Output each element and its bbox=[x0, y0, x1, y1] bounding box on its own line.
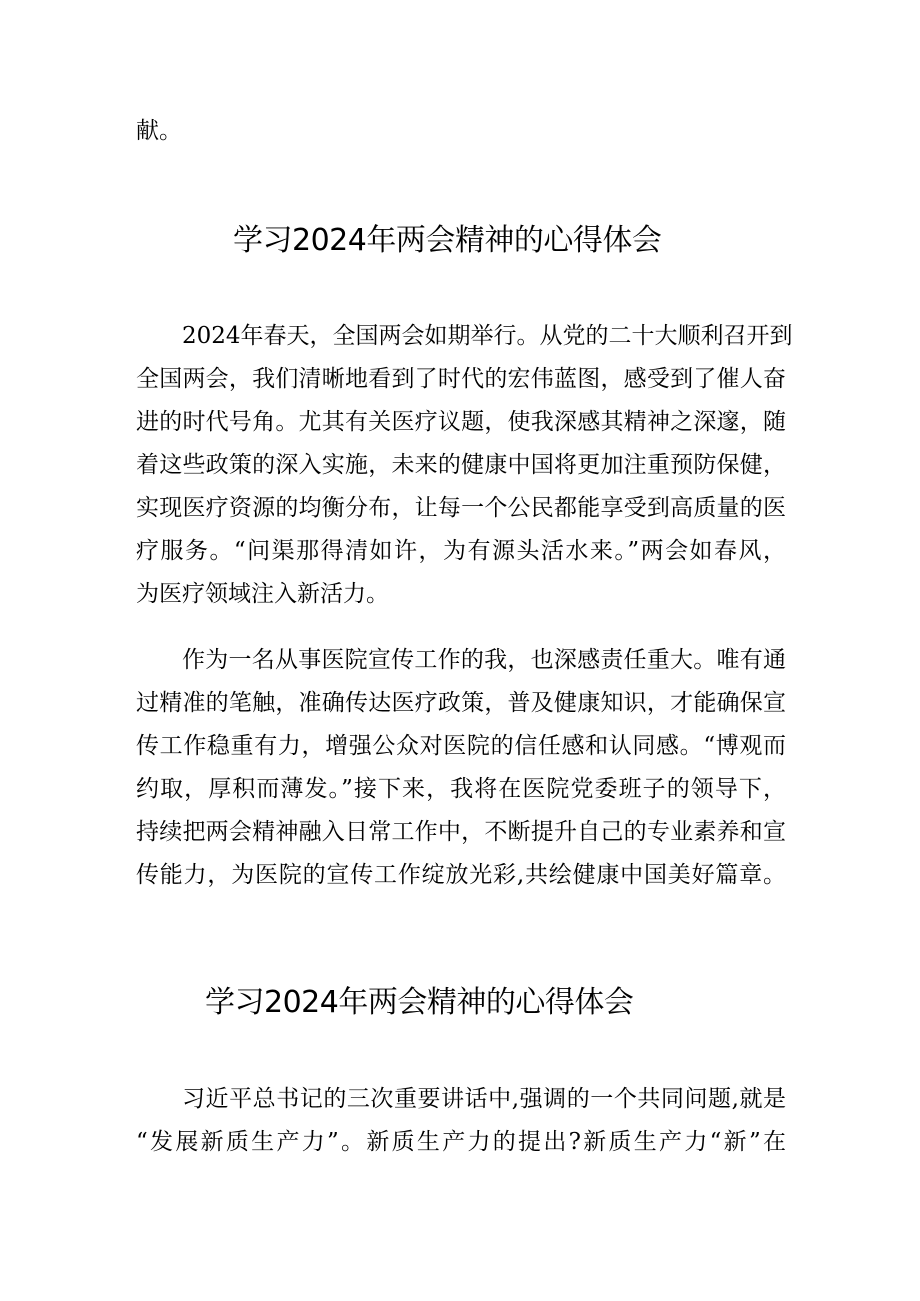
section-2-title: 学习2024年两会精神的心得体会 bbox=[205, 985, 634, 1020]
s1-p1-line-6: 疗服务。“问渠那得清如许，为有源头活水来。”两会如春风， bbox=[136, 538, 786, 564]
s1-p2-line-1: 作为一名从事医院宣传工作的我，也深感责任重大。唯有通 bbox=[182, 647, 786, 673]
s1-p1-line-2: 全国两会，我们清晰地看到了时代的宏伟蓝图，感受到了催人奋 bbox=[136, 366, 786, 392]
s1-p2-line-4: 约取，厚积而薄发。”接下来，我将在医院党委班子的领导下， bbox=[136, 776, 786, 802]
s1-p1-line-5: 实现医疗资源的均衡分布，让每一个公民都能享受到高质量的医 bbox=[136, 495, 786, 521]
s1-p1-line-7: 为医疗领域注入新活力。 bbox=[136, 581, 389, 607]
s2-p1-line-2: “发展新质生产力”。新质生产力的提出?新质生产力“新”在 bbox=[136, 1129, 786, 1155]
s1-p1-line-1: 2024年春天，全国两会如期举行。从党的二十大顺利召开到 bbox=[182, 323, 793, 349]
section-1-title: 学习2024年两会精神的心得体会 bbox=[233, 223, 662, 258]
s2-p1-line-1: 习近平总书记的三次重要讲话中,强调的一个共同问题,就是 bbox=[182, 1086, 786, 1112]
previous-paragraph-tail: 献。 bbox=[136, 118, 182, 144]
s1-p2-line-5: 持续把两会精神融入日常工作中，不断提升自己的专业素养和宣 bbox=[136, 819, 786, 845]
s1-p2-line-3: 传工作稳重有力，增强公众对医院的信任感和认同感。“博观而 bbox=[136, 733, 786, 759]
s1-p1-line-3: 进的时代号角。尤其有关医疗议题，使我深感其精神之深邃，随 bbox=[136, 409, 786, 435]
s1-p1-line-4: 着这些政策的深入实施，未来的健康中国将更加注重预防保健， bbox=[136, 452, 786, 478]
s1-p2-line-2: 过精准的笔触，准确传达医疗政策，普及健康知识，才能确保宣 bbox=[136, 690, 786, 716]
s1-p2-line-6: 传能力，为医院的宣传工作绽放光彩,共绘健康中国美好篇章。 bbox=[136, 862, 786, 888]
